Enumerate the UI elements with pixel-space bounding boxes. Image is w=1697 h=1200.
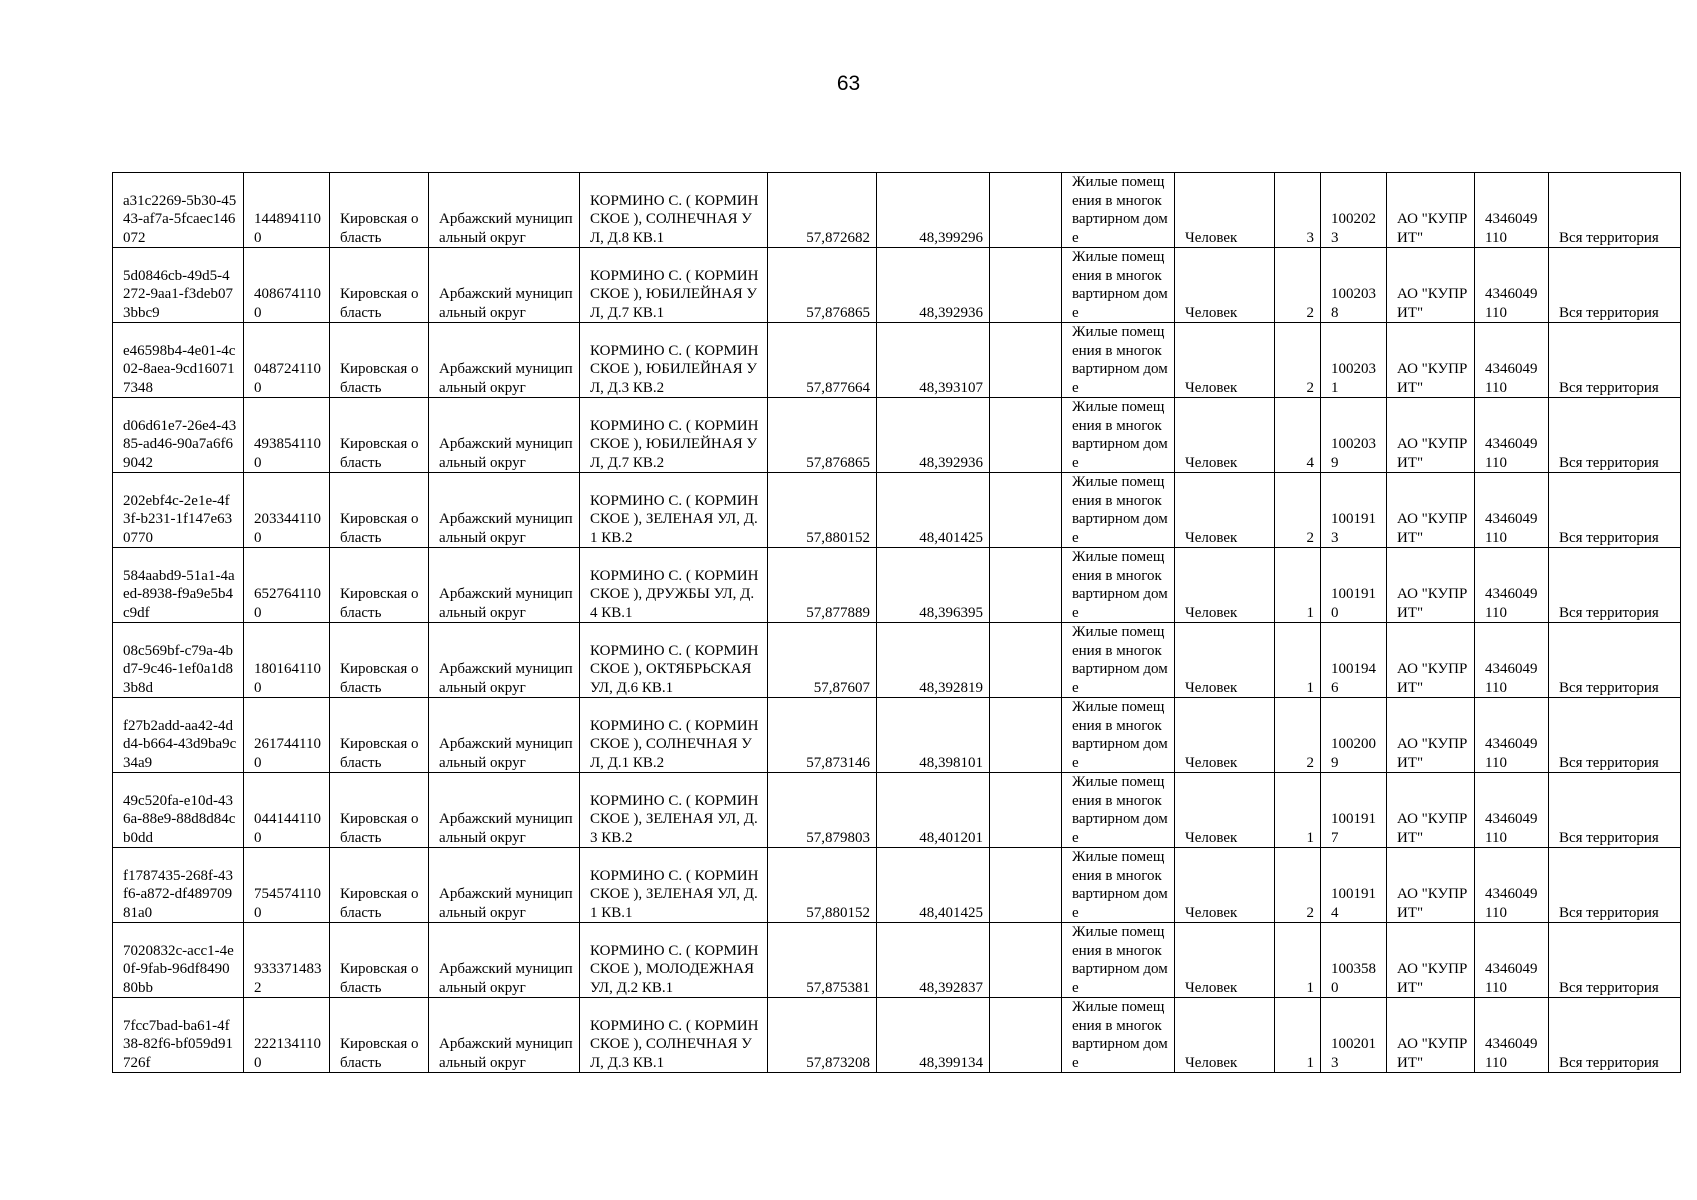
cell-municipality: Арбажский муниципальный округ (429, 398, 580, 473)
cell-inn: 4346049110 (1475, 698, 1549, 773)
cell-premises-type: Жилые помещения в многоквартирном доме (1062, 398, 1175, 473)
cell-kind-code: 1003580 (1321, 923, 1387, 998)
cell-inn: 4346049110 (1475, 548, 1549, 623)
cell-territory: Вся территория (1549, 998, 1681, 1073)
cell-empty (990, 998, 1062, 1073)
cell-longitude: 48,398101 (877, 698, 990, 773)
cell-organization: АО "КУПРИТ" (1387, 698, 1475, 773)
cell-count: 2 (1275, 848, 1321, 923)
cell-longitude: 48,392936 (877, 398, 990, 473)
cell-premises-type: Жилые помещения в многоквартирном доме (1062, 923, 1175, 998)
cell-unit: Человек (1175, 698, 1275, 773)
cell-territory: Вся территория (1549, 773, 1681, 848)
cell-address: КОРМИНО С. ( КОРМИНСКОЕ ), МОЛОДЕЖНАЯ УЛ, Д.2 КВ.1 (580, 923, 768, 998)
cell-territory: Вся территория (1549, 623, 1681, 698)
cell-territory: Вся территория (1549, 923, 1681, 998)
cell-organization: АО "КУПРИТ" (1387, 773, 1475, 848)
cell-empty (990, 773, 1062, 848)
cell-count: 2 (1275, 248, 1321, 323)
cell-inn: 4346049110 (1475, 773, 1549, 848)
cell-longitude: 48,392819 (877, 623, 990, 698)
cell-object-id: 7020832c-acc1-4e0f-9fab-96df849080bb (113, 923, 244, 998)
cell-inn: 4346049110 (1475, 998, 1549, 1073)
cell-region: Кировская область (330, 248, 429, 323)
cell-latitude: 57,879803 (768, 773, 877, 848)
cell-unit: Человек (1175, 623, 1275, 698)
cell-municipality: Арбажский муниципальный округ (429, 473, 580, 548)
cell-longitude: 48,392837 (877, 923, 990, 998)
cell-count: 3 (1275, 173, 1321, 248)
cell-longitude: 48,399296 (877, 173, 990, 248)
cell-address: КОРМИНО С. ( КОРМИНСКОЕ ), ЗЕЛЕНАЯ УЛ, Д.1 КВ.1 (580, 848, 768, 923)
cell-territory: Вся территория (1549, 398, 1681, 473)
cell-latitude: 57,87607 (768, 623, 877, 698)
cell-count: 2 (1275, 698, 1321, 773)
cell-address: КОРМИНО С. ( КОРМИНСКОЕ ), ЮБИЛЕЙНАЯ УЛ, Д.7 КВ.2 (580, 398, 768, 473)
cell-object-id: f1787435-268f-43f6-a872-df48970981a0 (113, 848, 244, 923)
cell-count: 4 (1275, 398, 1321, 473)
cell-inn: 4346049110 (1475, 323, 1549, 398)
table-row (113, 323, 1681, 398)
cell-kind-code: 1001946 (1321, 623, 1387, 698)
cell-unit: Человек (1175, 473, 1275, 548)
cell-empty (990, 923, 1062, 998)
cell-organization: АО "КУПРИТ" (1387, 473, 1475, 548)
cell-longitude: 48,401425 (877, 473, 990, 548)
cell-region: Кировская область (330, 698, 429, 773)
cell-inn: 4346049110 (1475, 398, 1549, 473)
cell-object-id: 49c520fa-e10d-436a-88e9-88d8d84cb0dd (113, 773, 244, 848)
cell-territory: Вся территория (1549, 248, 1681, 323)
cell-latitude: 57,877889 (768, 548, 877, 623)
cell-address: КОРМИНО С. ( КОРМИНСКОЕ ), ЗЕЛЕНАЯ УЛ, Д.3 КВ.2 (580, 773, 768, 848)
cell-region: Кировская область (330, 173, 429, 248)
cell-region: Кировская область (330, 848, 429, 923)
cell-kind-code: 1002031 (1321, 323, 1387, 398)
cell-region: Кировская область (330, 398, 429, 473)
cell-unit: Человек (1175, 998, 1275, 1073)
cell-object-id: f27b2add-aa42-4dd4-b664-43d9ba9c34a9 (113, 698, 244, 773)
cell-premises-type: Жилые помещения в многоквартирном доме (1062, 173, 1175, 248)
cell-code: 0487241100 (244, 323, 330, 398)
cell-organization: АО "КУПРИТ" (1387, 173, 1475, 248)
cell-code: 9333714832 (244, 923, 330, 998)
cell-object-id: 7fcc7bad-ba61-4f38-82f6-bf059d91726f (113, 998, 244, 1073)
cell-municipality: Арбажский муниципальный округ (429, 773, 580, 848)
table-row (113, 173, 1681, 248)
cell-region: Кировская область (330, 998, 429, 1073)
cell-code: 2033441100 (244, 473, 330, 548)
cell-region: Кировская область (330, 548, 429, 623)
table-row (113, 473, 1681, 548)
cell-region: Кировская область (330, 773, 429, 848)
cell-organization: АО "КУПРИТ" (1387, 398, 1475, 473)
cell-unit: Человек (1175, 398, 1275, 473)
cell-empty (990, 698, 1062, 773)
cell-longitude: 48,399134 (877, 998, 990, 1073)
cell-empty (990, 848, 1062, 923)
cell-organization: АО "КУПРИТ" (1387, 848, 1475, 923)
cell-latitude: 57,873208 (768, 998, 877, 1073)
cell-municipality: Арбажский муниципальный округ (429, 848, 580, 923)
cell-address: КОРМИНО С. ( КОРМИНСКОЕ ), ЮБИЛЕЙНАЯ УЛ, Д.7 КВ.1 (580, 248, 768, 323)
cell-latitude: 57,873146 (768, 698, 877, 773)
cell-municipality: Арбажский муниципальный округ (429, 173, 580, 248)
cell-region: Кировская область (330, 923, 429, 998)
cell-count: 1 (1275, 548, 1321, 623)
cell-organization: АО "КУПРИТ" (1387, 623, 1475, 698)
cell-inn: 4346049110 (1475, 173, 1549, 248)
cell-premises-type: Жилые помещения в многоквартирном доме (1062, 998, 1175, 1073)
cell-address: КОРМИНО С. ( КОРМИНСКОЕ ), ЗЕЛЕНАЯ УЛ, Д.1 КВ.2 (580, 473, 768, 548)
cell-count: 2 (1275, 473, 1321, 548)
cell-address: КОРМИНО С. ( КОРМИНСКОЕ ), ЮБИЛЕЙНАЯ УЛ, Д.3 КВ.2 (580, 323, 768, 398)
cell-territory: Вся территория (1549, 548, 1681, 623)
cell-organization: АО "КУПРИТ" (1387, 248, 1475, 323)
cell-unit: Человек (1175, 773, 1275, 848)
cell-longitude: 48,401201 (877, 773, 990, 848)
cell-address: КОРМИНО С. ( КОРМИНСКОЕ ), СОЛНЕЧНАЯ УЛ, Д.1 КВ.2 (580, 698, 768, 773)
cell-empty (990, 623, 1062, 698)
cell-empty (990, 173, 1062, 248)
cell-region: Кировская область (330, 473, 429, 548)
cell-latitude: 57,876865 (768, 248, 877, 323)
cell-unit: Человек (1175, 248, 1275, 323)
cell-premises-type: Жилые помещения в многоквартирном доме (1062, 698, 1175, 773)
cell-latitude: 57,875381 (768, 923, 877, 998)
cell-unit: Человек (1175, 848, 1275, 923)
table-row (113, 398, 1681, 473)
cell-region: Кировская область (330, 623, 429, 698)
registry-table (112, 172, 1681, 1073)
cell-municipality: Арбажский муниципальный округ (429, 923, 580, 998)
cell-inn: 4346049110 (1475, 248, 1549, 323)
cell-municipality: Арбажский муниципальный округ (429, 248, 580, 323)
cell-empty (990, 248, 1062, 323)
cell-premises-type: Жилые помещения в многоквартирном доме (1062, 623, 1175, 698)
cell-object-id: 08c569bf-c79a-4bd7-9c46-1ef0a1d83b8d (113, 623, 244, 698)
cell-municipality: Арбажский муниципальный округ (429, 698, 580, 773)
cell-municipality: Арбажский муниципальный округ (429, 548, 580, 623)
cell-premises-type: Жилые помещения в многоквартирном доме (1062, 848, 1175, 923)
cell-object-id: 584aabd9-51a1-4aed-8938-f9a9e5b4c9df (113, 548, 244, 623)
cell-latitude: 57,880152 (768, 473, 877, 548)
cell-territory: Вся территория (1549, 473, 1681, 548)
cell-kind-code: 1002023 (1321, 173, 1387, 248)
cell-object-id: d06d61e7-26e4-4385-ad46-90a7a6f69042 (113, 398, 244, 473)
cell-latitude: 57,876865 (768, 398, 877, 473)
cell-municipality: Арбажский муниципальный округ (429, 323, 580, 398)
cell-count: 1 (1275, 923, 1321, 998)
cell-municipality: Арбажский муниципальный округ (429, 998, 580, 1073)
table-row (113, 248, 1681, 323)
cell-unit: Человек (1175, 323, 1275, 398)
cell-kind-code: 1001913 (1321, 473, 1387, 548)
cell-kind-code: 1001917 (1321, 773, 1387, 848)
cell-organization: АО "КУПРИТ" (1387, 923, 1475, 998)
cell-premises-type: Жилые помещения в многоквартирном доме (1062, 473, 1175, 548)
cell-territory: Вся территория (1549, 848, 1681, 923)
cell-inn: 4346049110 (1475, 473, 1549, 548)
table-row (113, 923, 1681, 998)
cell-object-id: e46598b4-4e01-4c02-8aea-9cd160717348 (113, 323, 244, 398)
cell-count: 1 (1275, 773, 1321, 848)
table-row (113, 698, 1681, 773)
table-row (113, 773, 1681, 848)
cell-address: КОРМИНО С. ( КОРМИНСКОЕ ), СОЛНЕЧНАЯ УЛ, Д.3 КВ.1 (580, 998, 768, 1073)
cell-inn: 4346049110 (1475, 848, 1549, 923)
cell-organization: АО "КУПРИТ" (1387, 998, 1475, 1073)
cell-object-id: a31c2269-5b30-4543-af7a-5fcaec146072 (113, 173, 244, 248)
cell-code: 7545741100 (244, 848, 330, 923)
page-number: 63 (836, 72, 861, 95)
cell-address: КОРМИНО С. ( КОРМИНСКОЕ ), ДРУЖБЫ УЛ, Д.4 КВ.1 (580, 548, 768, 623)
cell-latitude: 57,872682 (768, 173, 877, 248)
cell-code: 2221341100 (244, 998, 330, 1073)
cell-premises-type: Жилые помещения в многоквартирном доме (1062, 323, 1175, 398)
cell-count: 1 (1275, 998, 1321, 1073)
cell-code: 1448941100 (244, 173, 330, 248)
cell-kind-code: 1002009 (1321, 698, 1387, 773)
cell-longitude: 48,392936 (877, 248, 990, 323)
cell-empty (990, 323, 1062, 398)
cell-territory: Вся территория (1549, 698, 1681, 773)
cell-unit: Человек (1175, 923, 1275, 998)
cell-code: 0441441100 (244, 773, 330, 848)
cell-territory: Вся территория (1549, 323, 1681, 398)
cell-premises-type: Жилые помещения в многоквартирном доме (1062, 248, 1175, 323)
cell-code: 4086741100 (244, 248, 330, 323)
table-row (113, 548, 1681, 623)
cell-municipality: Арбажский муниципальный округ (429, 623, 580, 698)
cell-region: Кировская область (330, 323, 429, 398)
cell-code: 2617441100 (244, 698, 330, 773)
cell-latitude: 57,877664 (768, 323, 877, 398)
cell-count: 2 (1275, 323, 1321, 398)
cell-unit: Человек (1175, 173, 1275, 248)
cell-kind-code: 1001914 (1321, 848, 1387, 923)
table-row (113, 848, 1681, 923)
cell-organization: АО "КУПРИТ" (1387, 323, 1475, 398)
cell-empty (990, 548, 1062, 623)
cell-address: КОРМИНО С. ( КОРМИНСКОЕ ), СОЛНЕЧНАЯ УЛ, Д.8 КВ.1 (580, 173, 768, 248)
cell-inn: 4346049110 (1475, 623, 1549, 698)
cell-longitude: 48,396395 (877, 548, 990, 623)
cell-unit: Человек (1175, 548, 1275, 623)
cell-object-id: 202ebf4c-2e1e-4f3f-b231-1f147e630770 (113, 473, 244, 548)
cell-count: 1 (1275, 623, 1321, 698)
cell-kind-code: 1002038 (1321, 248, 1387, 323)
table-row (113, 998, 1681, 1073)
cell-longitude: 48,401425 (877, 848, 990, 923)
cell-organization: АО "КУПРИТ" (1387, 548, 1475, 623)
cell-territory: Вся территория (1549, 173, 1681, 248)
cell-premises-type: Жилые помещения в многоквартирном доме (1062, 773, 1175, 848)
cell-empty (990, 398, 1062, 473)
cell-latitude: 57,880152 (768, 848, 877, 923)
cell-longitude: 48,393107 (877, 323, 990, 398)
cell-address: КОРМИНО С. ( КОРМИНСКОЕ ), ОКТЯБРЬСКАЯ УЛ, Д.6 КВ.1 (580, 623, 768, 698)
cell-kind-code: 1002039 (1321, 398, 1387, 473)
cell-premises-type: Жилые помещения в многоквартирном доме (1062, 548, 1175, 623)
registry-body (113, 173, 1681, 1073)
cell-kind-code: 1002013 (1321, 998, 1387, 1073)
cell-object-id: 5d0846cb-49d5-4272-9aa1-f3deb073bbc9 (113, 248, 244, 323)
cell-code: 1801641100 (244, 623, 330, 698)
cell-empty (990, 473, 1062, 548)
cell-code: 4938541100 (244, 398, 330, 473)
cell-code: 6527641100 (244, 548, 330, 623)
cell-inn: 4346049110 (1475, 923, 1549, 998)
table-row (113, 623, 1681, 698)
cell-kind-code: 1001910 (1321, 548, 1387, 623)
